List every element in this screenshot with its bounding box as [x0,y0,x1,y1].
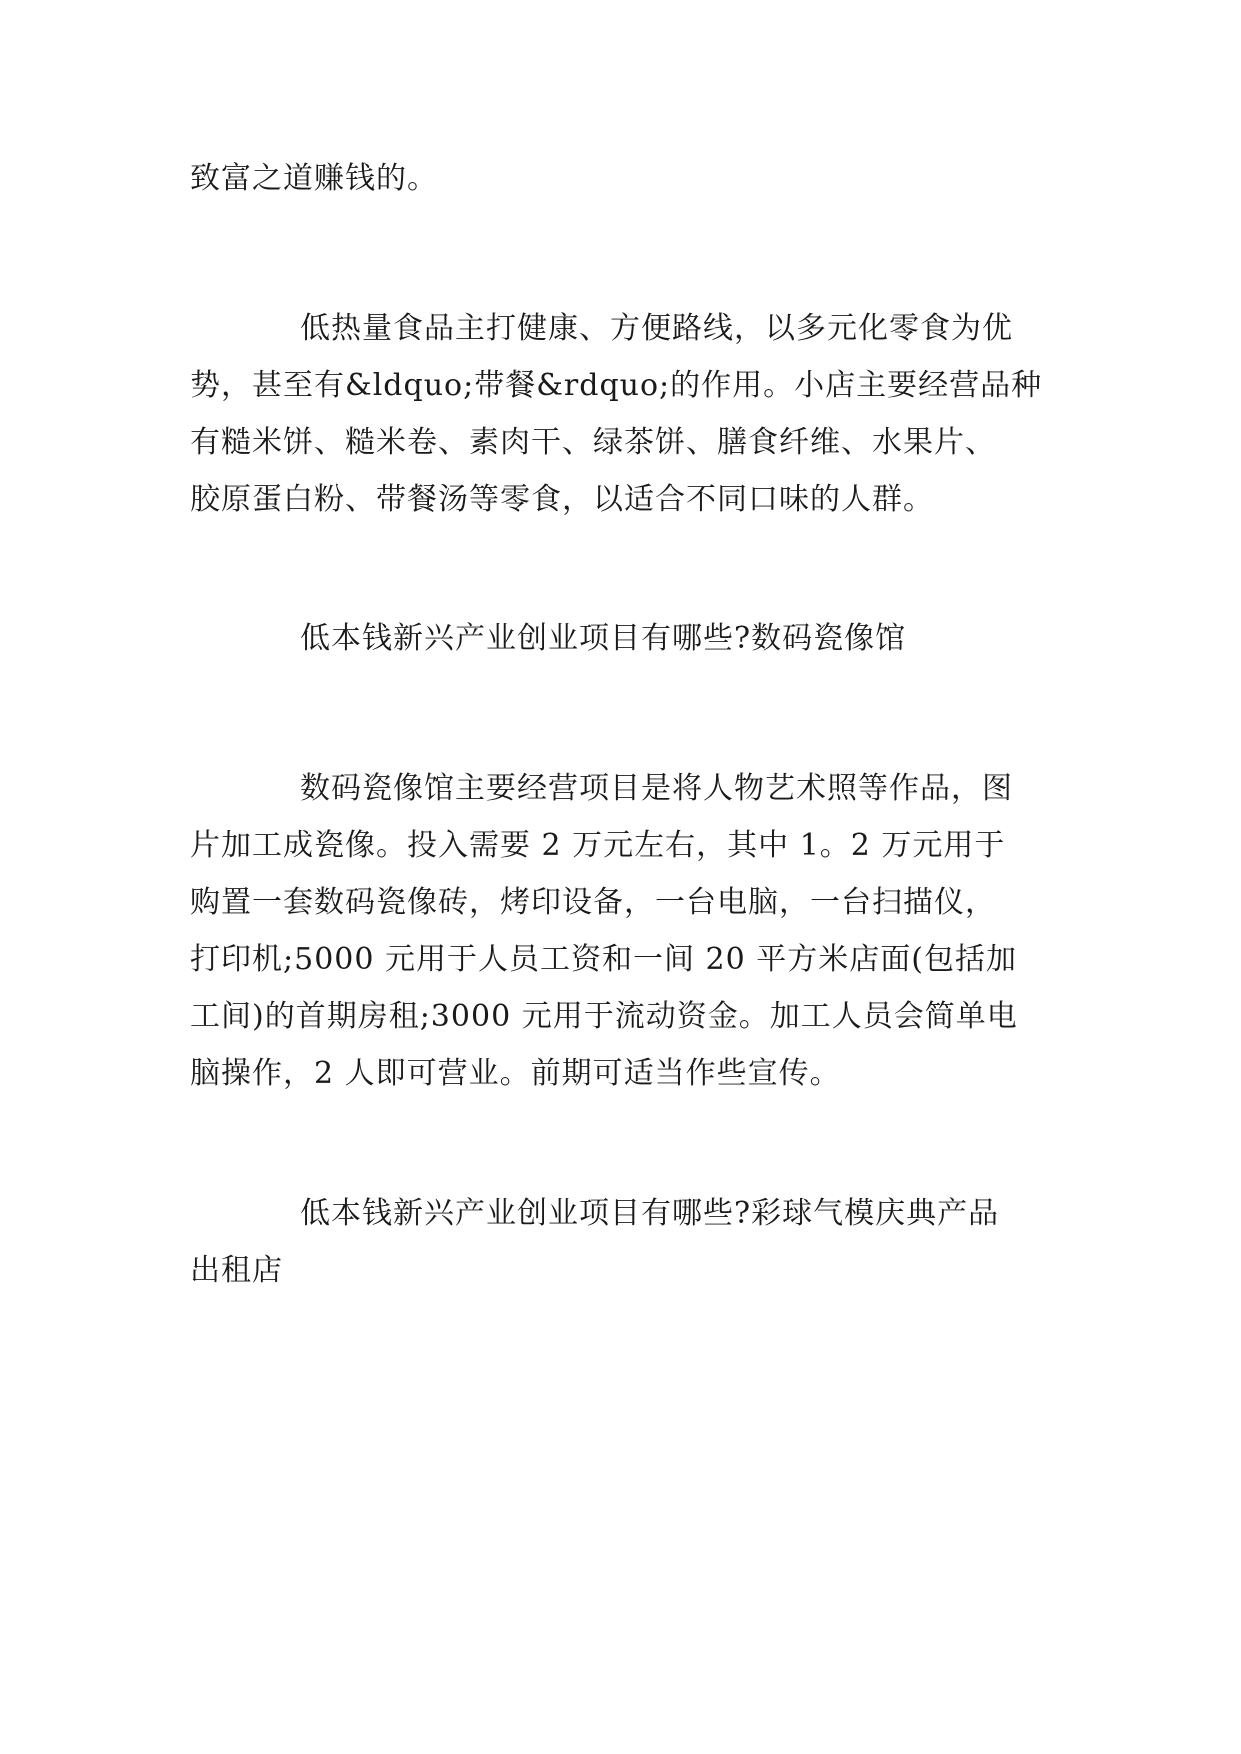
text-line: 工间)的首期房租;3000 元用于流动资金。加工人员会简单电 [190,999,1018,1034]
paragraph-closing-fragment [190,150,1052,207]
text-line: 有糙米饼、糙米卷、素肉干、绿茶饼、膳食纤维、水果片、 [190,425,996,460]
text-line: 低本钱新兴产业创业项目有哪些?彩球气模庆典产品 [300,1196,1000,1231]
text-line: 打印机;5000 元用于人员工资和一间 20 平方米店面(包括加 [190,942,1017,977]
text-line: 片加工成瓷像。投入需要 2 万元左右，其中 1。2 万元用于 [190,828,1006,863]
text-line: 胶原蛋白粉、带餐汤等零食，以适合不同口味的人群。 [190,482,934,517]
text-line: 脑操作，2 人即可营业。前期可适当作些宣传。 [190,1056,841,1091]
paragraph-low-calorie-food [190,300,1052,528]
text-line: 数码瓷像馆主要经营项目是将人物艺术照等作品，图 [300,771,1013,806]
text-line: 购置一套数码瓷像砖，烤印设备，一台电脑，一台扫描仪， [190,885,996,920]
text-line: 低热量食品主打健康、方便路线，以多元化零食为优 [300,311,1013,346]
text-line: 致富之道赚钱的。 [190,161,438,196]
heading-balloon-rental-shop [190,1185,1052,1299]
text-line: 低本钱新兴产业创业项目有哪些?数码瓷像馆 [300,621,907,656]
text-line: 势，甚至有&ldquo;带餐&rdquo;的作用。小店主要经营品种 [190,368,1043,403]
paragraph-digital-porcelain-portrait [190,760,1052,1102]
text-line: 出租店 [190,1253,283,1288]
heading-digital-porcelain-portrait [190,610,1052,667]
